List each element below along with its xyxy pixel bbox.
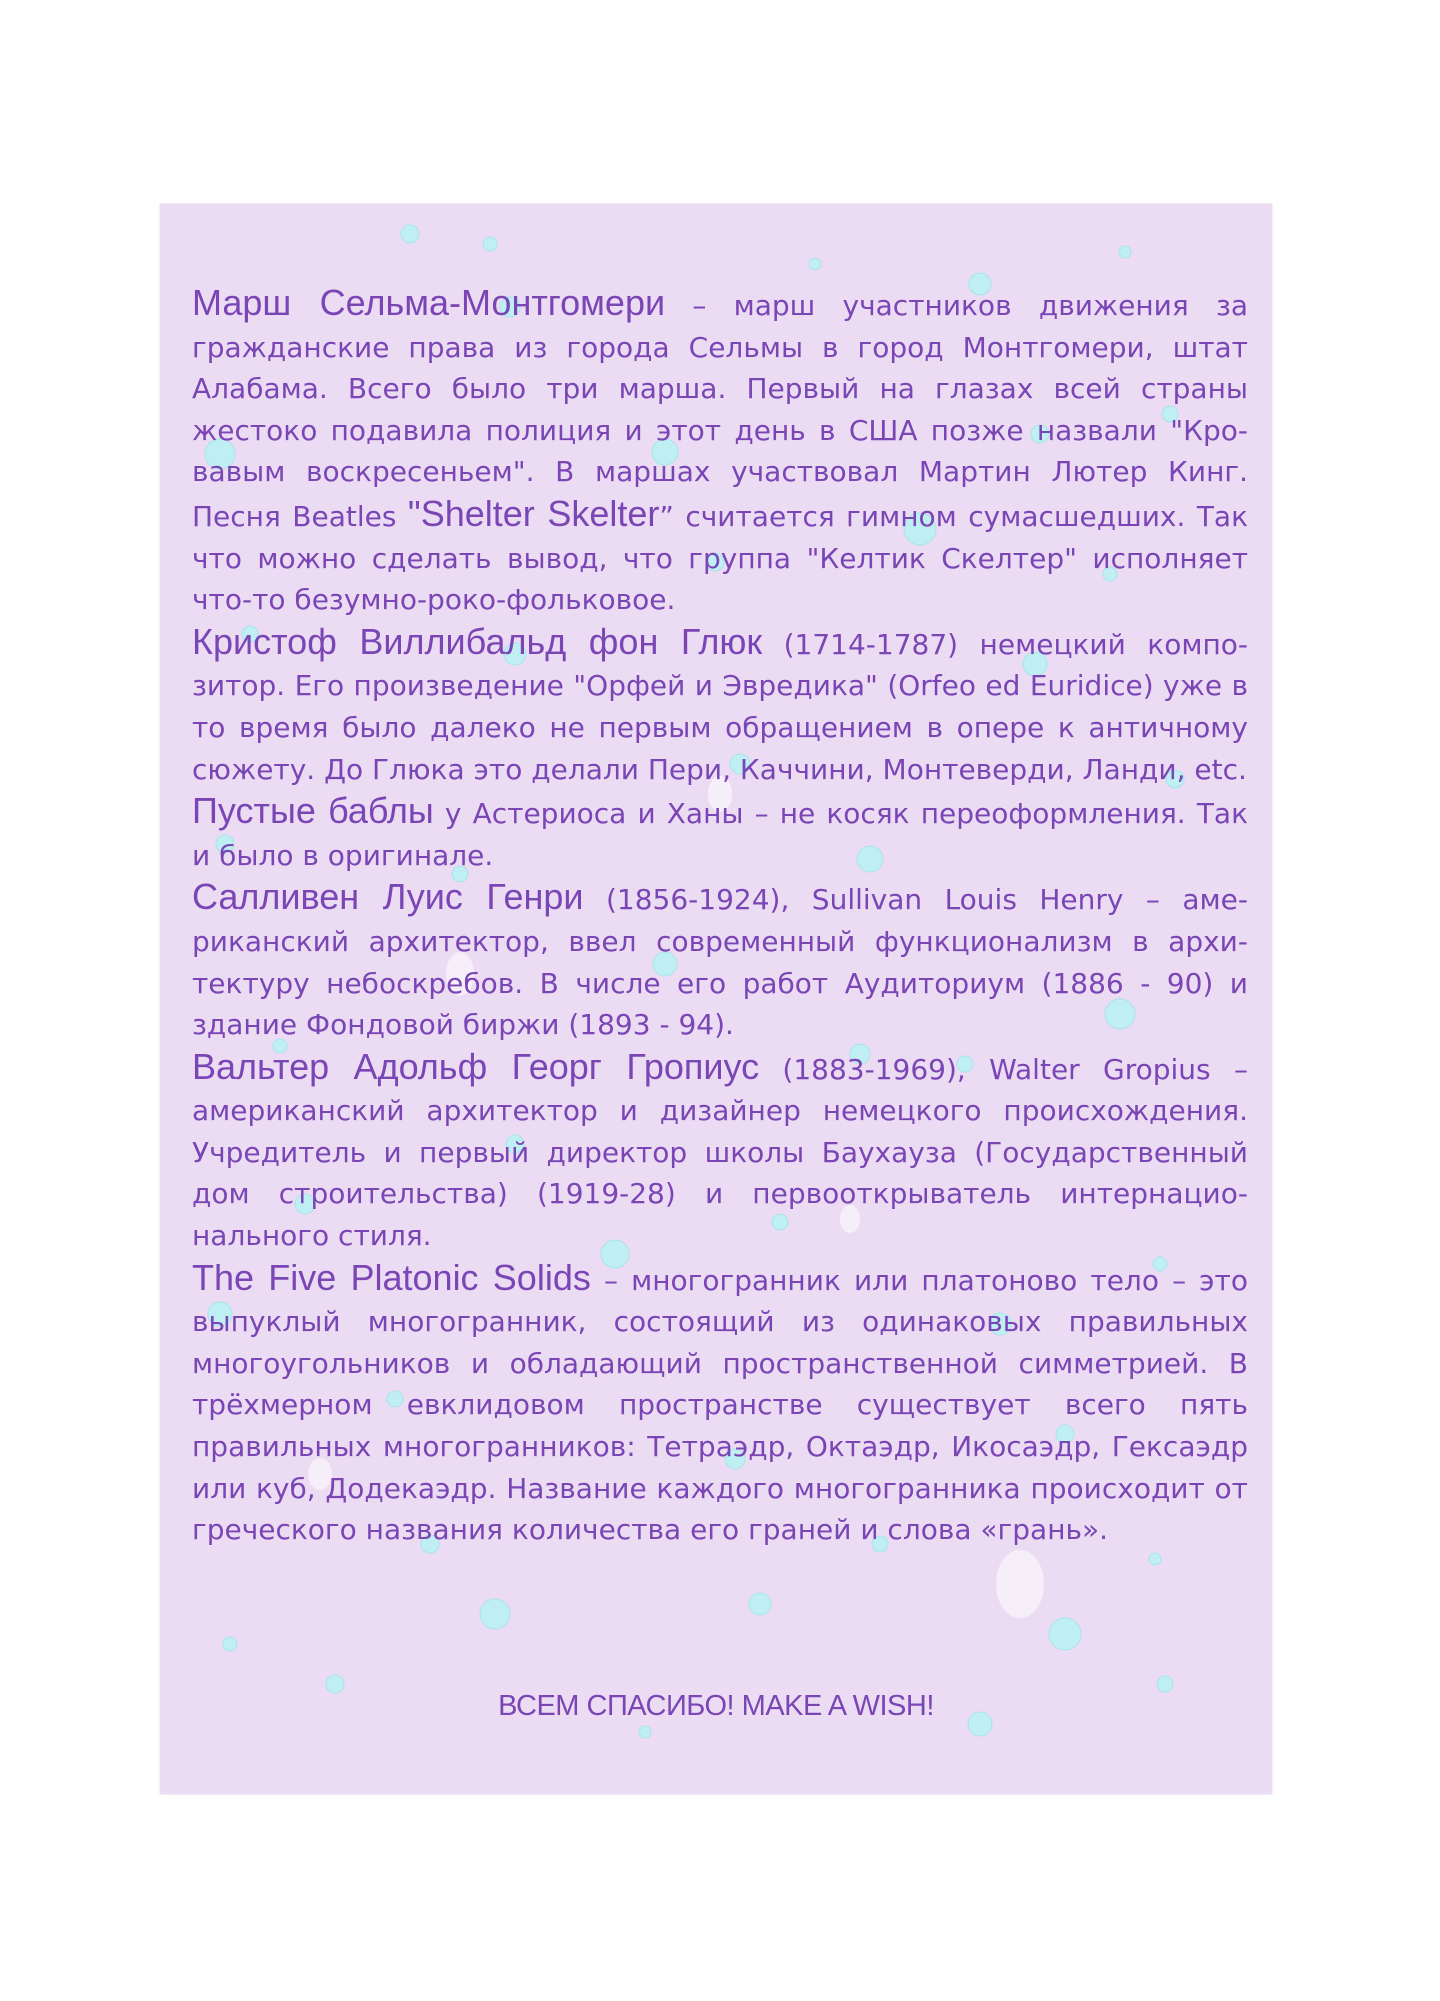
note-platonic-solids [192,1257,1248,1551]
notes-page [160,204,1272,1794]
note-term: Кристоф Виллибальд фон Глюк [192,620,763,662]
note-empty-bubbles [192,790,1248,876]
note-text: (1883-1969), Walter Gropius – американский архитектор и дизайнер немецкого происхождения. Учредитель и первый директор школы Баухауза (Государственный дом строительства) (1919-28) и первооткрыватель интернационального стиля. [192,1052,1248,1253]
bubble [639,1726,651,1738]
note-text: у Астериоса и Ханы – не косяк переоформления. Так и было в оригинале. [192,797,1248,872]
bubble [483,237,497,251]
song-title: "Shelter Skelter [407,492,660,534]
note-term: The Five Platonic Solids [192,1256,591,1298]
note-text: – марш участников движения за гражданские права из города Сельмы в город Монтгомери, штат Алабама. Всего было три марша. Первый на глазах всей страны жестоко подавила полиция и этот день в США позже назвали "Кровавым воскресеньем". В маршах участвовал Мартин Лютер Кинг. Песня Beatles [192,289,1248,533]
note-selma-march [192,282,1248,621]
bubble [1149,1553,1161,1565]
note-text: (1714-1787) немецкий композитор. Его произведение "Орфей и Эвредика" (Orfeo ed Euridice) уже в то время было далеко не первым обращением в опере к античному сюжету. До Глюка это делали Пери, Каччини, Монтеверди, Ланди, etc. [192,627,1248,786]
note-text-continued: ” считается гимном сумасшедших. Так что можно сделать вывод, что группа "Келтик Скелтер" исполняет что-то безумно-роко-фольковое. [192,499,1249,617]
bubble [1049,1618,1081,1650]
note-term: Марш Сельма-Монтгомери [192,282,666,323]
bubble [809,258,821,270]
bubble [401,225,419,243]
closing-thanks: ВСЕМ СПАСИБО! MAKE A WISH! [498,1690,934,1722]
bubble [480,1599,510,1629]
note-gluck [192,621,1248,790]
notes-list [192,282,1248,1551]
bubble [749,1593,771,1615]
note-gropius [192,1046,1248,1257]
note-text: (1856-1924), Sullivan Louis Henry – американский архитектор, ввел современный функционализм в архитектуру небоскребов. В числе его работ Аудиториум (1886 - 90) и здание Фондовой биржи (1893 - 94). [192,883,1248,1042]
bubble-highlight [996,1550,1044,1618]
note-term: Салливен Луис Генри [192,876,584,918]
note-text: – многогранник или платоново тело – это выпуклый многогранник, состоящий из одинаковых правильных многоугольников и обладающий пространственной симметрией. В трёхмерном евклидовом пространстве существует всего пять правильных многогранников: Тетраэдр, Октаэдр, Икосаэдр, Гексаэдр или куб, Додекаэдр. Название каждого многогранника происходит от греческого названия количества его граней и слова «грань». [192,1263,1248,1547]
bubble [223,1637,237,1651]
note-term: Пустые баблы [192,790,434,832]
bubble [1119,246,1131,258]
note-term: Вальтер Адольф Георг Гропиус [192,1045,760,1087]
note-sullivan [192,876,1248,1045]
